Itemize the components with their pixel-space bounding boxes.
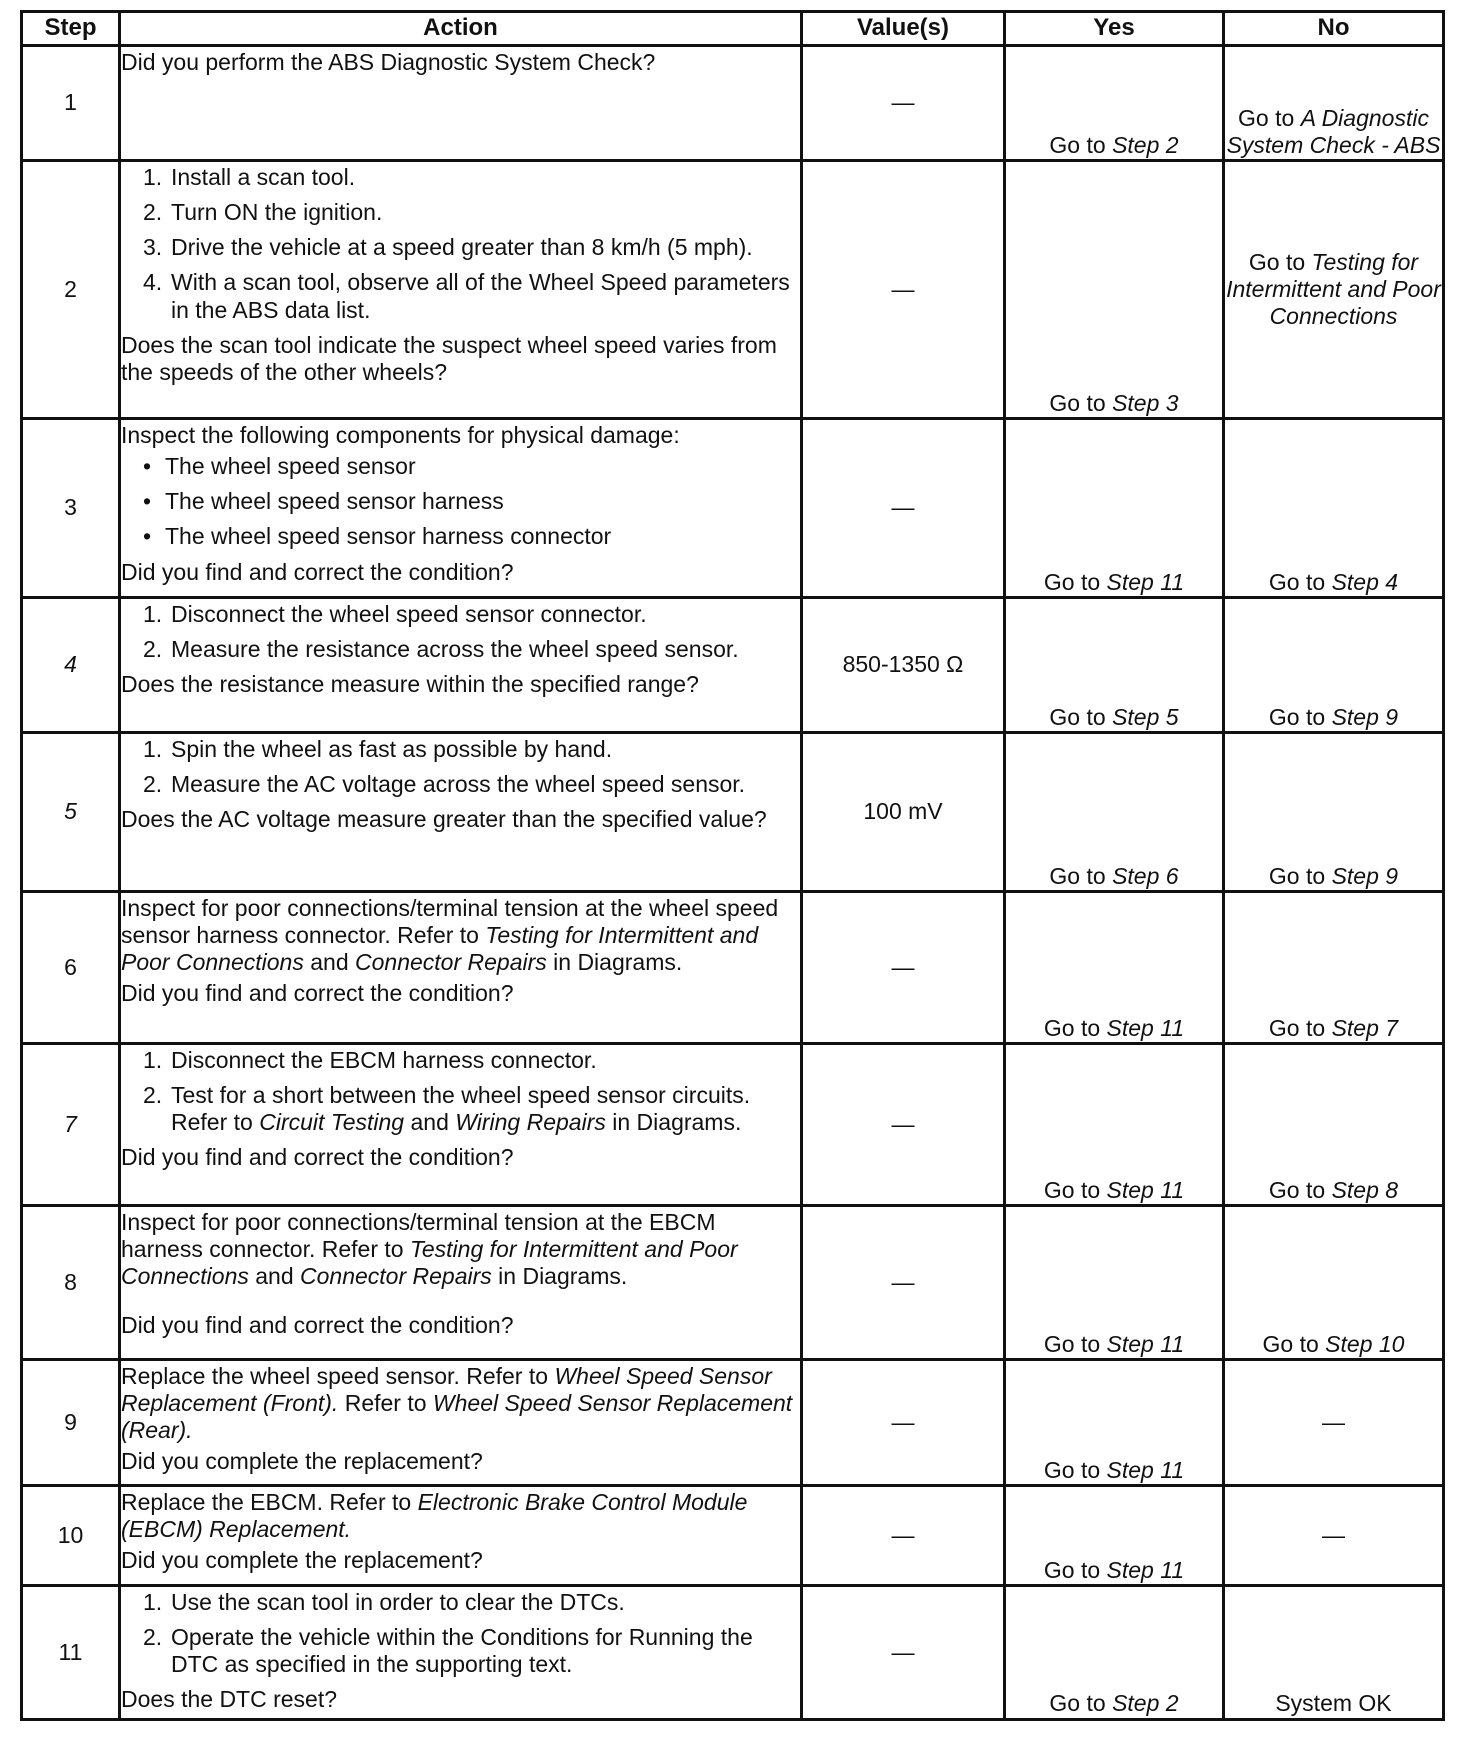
list-item: • The wheel speed sensor xyxy=(143,453,416,480)
list-item: 4. With a scan tool, observe all of the Wheel Speed parameters in the ABS data list. xyxy=(143,269,790,323)
list-item: 2. Test for a short between the wheel speed sensor circuits. Refer to Circuit Testing and Wiring Repairs in Diagrams. xyxy=(143,1082,751,1136)
yes-cell xyxy=(1005,161,1224,419)
no-step-link[interactable]: Step 10 xyxy=(1325,1330,1405,1357)
yes-prefix: Go to xyxy=(1049,862,1113,889)
yes-prefix: Go to xyxy=(1043,1176,1107,1203)
step-number: 1 xyxy=(22,46,120,161)
action-list xyxy=(121,1589,800,1678)
no-cell: System OK xyxy=(1224,1586,1444,1720)
no-prefix: Go to xyxy=(1268,1014,1332,1041)
no-cell xyxy=(1224,1044,1444,1206)
action-cell xyxy=(120,598,802,733)
yes-prefix: Go to xyxy=(1049,1690,1113,1717)
yes-cell xyxy=(1005,419,1224,598)
reference-link[interactable]: Connector Repairs xyxy=(300,1263,492,1290)
action-text: Inspect for poor connections/terminal tension at the EBCM harness connector. Refer to Testing for Intermittent and Poor Connections and Connector Repairs in Diagrams. xyxy=(121,1209,738,1290)
step-number: 10 xyxy=(22,1486,120,1586)
action-question: Did you complete the replacement? xyxy=(121,1547,483,1574)
yes-cell xyxy=(1005,1586,1224,1720)
no-cell xyxy=(1224,1206,1444,1360)
header-row xyxy=(22,12,1444,46)
action-question: Did you find and correct the condition? xyxy=(121,558,514,585)
action-text: Inspect the following components for physical damage: xyxy=(121,422,680,448)
action-cell xyxy=(120,1486,802,1586)
step-number: 8 xyxy=(22,1206,120,1360)
yes-prefix: Go to xyxy=(1043,1556,1107,1583)
yes-step-link[interactable]: Step 11 xyxy=(1106,1456,1185,1483)
value-cell: — xyxy=(802,892,1005,1044)
yes-step-link[interactable]: Step 2 xyxy=(1112,1690,1179,1717)
yes-step-link[interactable]: Step 3 xyxy=(1112,389,1179,416)
list-item: 2. Operate the vehicle within the Conditions for Running the DTC as specified in the supporting text. xyxy=(143,1624,753,1678)
header-no: No xyxy=(1224,12,1444,46)
value-cell: 850-1350 Ω xyxy=(802,598,1005,733)
yes-cell xyxy=(1005,1044,1224,1206)
list-item: 1. Spin the wheel as fast as possible by hand. xyxy=(143,736,613,762)
yes-step-link[interactable]: Step 5 xyxy=(1112,703,1179,730)
header-action: Action xyxy=(120,12,802,46)
value-cell: — xyxy=(802,161,1005,419)
list-item: 2. Measure the resistance across the wheel speed sensor. xyxy=(143,636,739,663)
list-item: 1. Install a scan tool. xyxy=(143,164,356,190)
no-prefix: Go to xyxy=(1268,1176,1332,1203)
bullet-list xyxy=(121,453,800,550)
no-step-link[interactable]: Testing for Intermittent and Poor Connections xyxy=(1226,248,1441,330)
no-step-link[interactable]: Step 4 xyxy=(1331,568,1399,595)
action-text: Replace the EBCM. Refer to Electronic Brake Control Module (EBCM) Replacement. xyxy=(121,1489,748,1543)
action-cell xyxy=(120,1586,802,1720)
step-number: 4 xyxy=(22,598,120,733)
table-row-step-11 xyxy=(22,1586,1444,1720)
action-list xyxy=(121,1047,800,1136)
yes-step-link[interactable]: Step 11 xyxy=(1106,1014,1185,1041)
yes-cell xyxy=(1005,1360,1224,1486)
yes-prefix: Go to xyxy=(1043,1330,1107,1357)
step-number: 11 xyxy=(22,1586,120,1720)
reference-link[interactable]: Testing for Intermittent and Poor Connections xyxy=(121,922,759,976)
no-cell xyxy=(1224,598,1444,733)
no-step-link[interactable]: Step 9 xyxy=(1331,862,1399,889)
yes-prefix: Go to xyxy=(1049,389,1113,416)
header-yes: Yes xyxy=(1005,12,1224,46)
action-cell xyxy=(120,161,802,419)
value-cell: 100 mV xyxy=(802,733,1005,892)
table-row-step-7 xyxy=(22,1044,1444,1206)
no-step-link[interactable]: A Diagnostic System Check - ABS xyxy=(1226,104,1441,158)
action-cell xyxy=(120,733,802,892)
action-question: Does the scan tool indicate the suspect wheel speed varies from the speeds of the other wheels? xyxy=(121,331,777,385)
yes-cell xyxy=(1005,892,1224,1044)
reference-link[interactable]: Electronic Brake Control Module (EBCM) Replacement. xyxy=(121,1489,748,1543)
reference-link[interactable]: Connector Repairs xyxy=(355,949,547,976)
list-item: 1. Disconnect the wheel speed sensor connector. xyxy=(143,601,647,627)
no-prefix: Go to xyxy=(1268,703,1332,730)
no-cell xyxy=(1224,892,1444,1044)
yes-cell xyxy=(1005,1486,1224,1586)
action-list xyxy=(121,164,800,324)
step-number: 5 xyxy=(22,733,120,892)
table-row-step-8 xyxy=(22,1206,1444,1360)
table-row-step-3 xyxy=(22,419,1444,598)
yes-cell xyxy=(1005,1206,1224,1360)
yes-prefix: Go to xyxy=(1043,1456,1107,1483)
action-list xyxy=(121,601,800,663)
yes-step-link[interactable]: Step 11 xyxy=(1106,1330,1185,1357)
yes-cell xyxy=(1005,733,1224,892)
table-row-step-10 xyxy=(22,1486,1444,1586)
yes-step-link[interactable]: Step 11 xyxy=(1106,1176,1185,1203)
no-step-link[interactable]: Step 7 xyxy=(1331,1014,1399,1041)
step-number: 9 xyxy=(22,1360,120,1486)
table-row-step-1 xyxy=(22,46,1444,161)
action-list xyxy=(121,736,800,798)
yes-prefix: Go to xyxy=(1049,703,1113,730)
no-cell xyxy=(1224,161,1444,419)
list-item: 3. Drive the vehicle at a speed greater than 8 km/h (5 mph). xyxy=(143,234,753,261)
value-cell: — xyxy=(802,419,1005,598)
no-cell xyxy=(1224,733,1444,892)
yes-step-link[interactable]: Step 2 xyxy=(1112,131,1179,158)
yes-prefix: Go to xyxy=(1049,131,1113,158)
diagnostic-table xyxy=(20,10,1445,1721)
action-cell xyxy=(120,1360,802,1486)
action-cell xyxy=(120,1044,802,1206)
step-number: 2 xyxy=(22,161,120,419)
table-row-step-2 xyxy=(22,161,1444,419)
no-step-link[interactable]: Step 8 xyxy=(1331,1176,1399,1203)
list-item: 1. Use the scan tool in order to clear the DTCs. xyxy=(143,1589,625,1615)
action-question: Did you find and correct the condition? xyxy=(121,980,514,1007)
no-prefix: Go to xyxy=(1238,104,1301,131)
no-cell xyxy=(1224,46,1444,161)
list-item: 1. Disconnect the EBCM harness connector. xyxy=(143,1047,597,1073)
yes-step-link[interactable]: Step 11 xyxy=(1106,1556,1185,1583)
action-text: Did you perform the ABS Diagnostic System Check? xyxy=(121,49,656,75)
yes-step-link[interactable]: Step 11 xyxy=(1106,568,1185,595)
action-cell xyxy=(120,1206,802,1360)
yes-cell xyxy=(1005,598,1224,733)
yes-prefix: Go to xyxy=(1043,568,1107,595)
no-prefix: Go to xyxy=(1248,248,1312,275)
action-text: Replace the wheel speed sensor. Refer to Wheel Speed Sensor Replacement (Front). Refer to Wheel Speed Sensor Replacement (Rear). xyxy=(121,1363,793,1444)
value-cell: — xyxy=(802,1360,1005,1486)
reference-link[interactable]: Wheel Speed Sensor Replacement (Front). xyxy=(121,1363,772,1417)
table-row-step-5 xyxy=(22,733,1444,892)
no-prefix: Go to xyxy=(1268,568,1332,595)
value-cell: — xyxy=(802,46,1005,161)
no-cell: — xyxy=(1224,1360,1444,1486)
table-row-step-6 xyxy=(22,892,1444,1044)
action-question: Does the DTC reset? xyxy=(121,1686,338,1713)
no-cell xyxy=(1224,419,1444,598)
value-cell: — xyxy=(802,1206,1005,1360)
value-cell: — xyxy=(802,1486,1005,1586)
no-prefix: Go to xyxy=(1262,1330,1326,1357)
header-values: Value(s) xyxy=(802,12,1005,46)
table-row-step-4 xyxy=(22,598,1444,733)
yes-prefix: Go to xyxy=(1043,1014,1107,1041)
value-cell: — xyxy=(802,1586,1005,1720)
action-cell xyxy=(120,46,802,161)
yes-step-link[interactable]: Step 6 xyxy=(1112,862,1179,889)
reference-link[interactable]: Circuit Testing xyxy=(259,1109,405,1136)
no-cell: — xyxy=(1224,1486,1444,1586)
list-item: 2. Measure the AC voltage across the wheel speed sensor. xyxy=(143,771,746,798)
list-item: • The wheel speed sensor harness connector xyxy=(143,523,612,550)
action-question: Does the AC voltage measure greater than the specified value? xyxy=(121,806,767,833)
step-number: 3 xyxy=(22,419,120,598)
reference-link[interactable]: Wiring Repairs xyxy=(455,1109,606,1136)
reference-link[interactable]: Testing for Intermittent and Poor Connections xyxy=(121,1236,738,1290)
list-item: 2. Turn ON the ignition. xyxy=(143,199,383,226)
no-step-link[interactable]: Step 9 xyxy=(1331,703,1399,730)
step-number: 7 xyxy=(22,1044,120,1206)
reference-link[interactable]: Wheel Speed Sensor Replacement (Rear). xyxy=(121,1390,793,1444)
action-question: Did you find and correct the condition? xyxy=(121,1312,514,1339)
action-cell xyxy=(120,892,802,1044)
action-question: Did you find and correct the condition? xyxy=(121,1144,514,1171)
action-text: Inspect for poor connections/terminal tension at the wheel speed sensor harness connector. Refer to Testing for Intermittent and Poor Connections and Connector Repairs in Diagrams. xyxy=(121,895,779,976)
action-question: Does the resistance measure within the specified range? xyxy=(121,671,699,698)
yes-cell xyxy=(1005,46,1224,161)
value-cell: — xyxy=(802,1044,1005,1206)
action-cell xyxy=(120,419,802,598)
table-row-step-9 xyxy=(22,1360,1444,1486)
no-prefix: Go to xyxy=(1268,862,1332,889)
header-step: Step xyxy=(22,12,120,46)
list-item: • The wheel speed sensor harness xyxy=(143,488,504,515)
action-question: Did you complete the replacement? xyxy=(121,1448,483,1475)
step-number: 6 xyxy=(22,892,120,1044)
